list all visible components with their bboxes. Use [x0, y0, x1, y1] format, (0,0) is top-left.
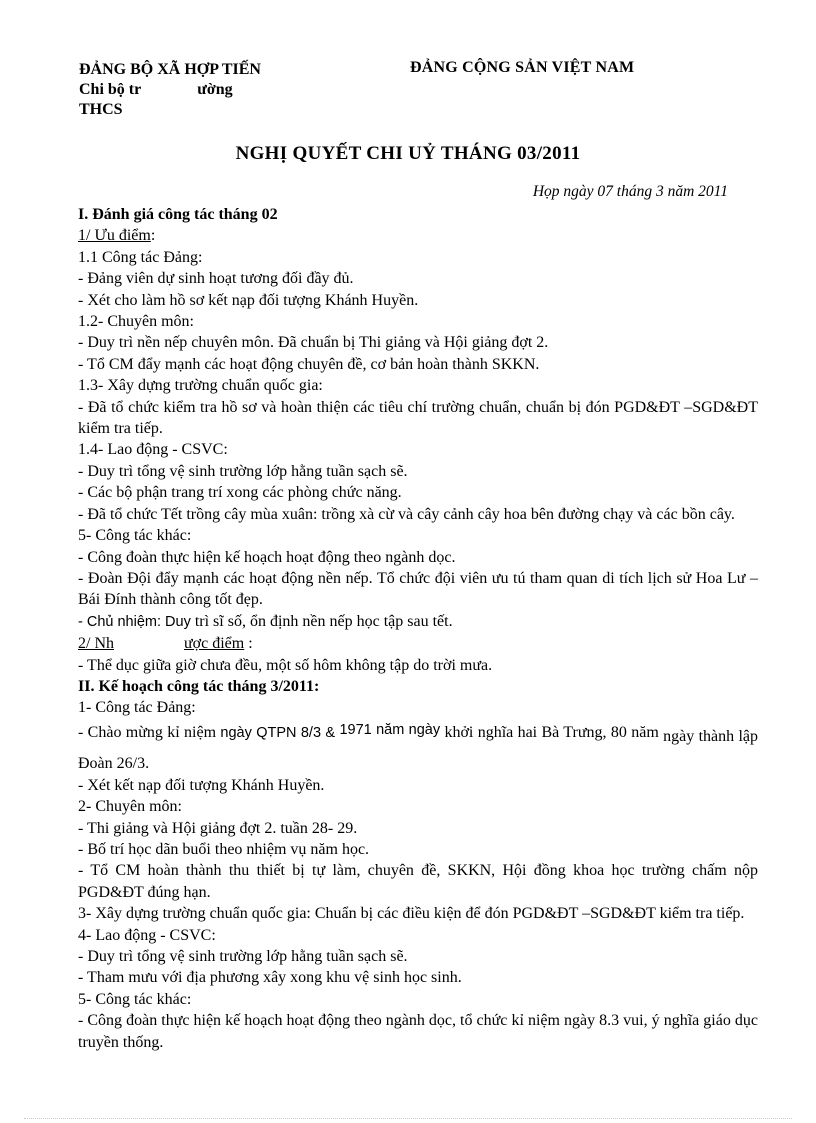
bullet-line: - Duy trì tổng vệ sinh trường lớp hằng tuần sạch sẽ. [78, 462, 408, 480]
bullet-line: - Bố trí học dãn buổi theo nhiệm vụ năm học. [78, 840, 370, 858]
item-heading: 2- Chuyên môn: [78, 798, 182, 816]
bullet-paragraph: - Đã tổ chức kiểm tra hồ sơ và hoàn thiện các tiêu chí trường chuẩn, chuẩn bị đón PGD&ĐT –SGD&ĐT kiểm tra tiếp. [78, 398, 758, 438]
bullet-paragraph: - Tổ CM hoàn thành thu thiết bị tự làm, chuyên đề, SKKN, Hội đồng khoa học trường chấm nộp PGD&ĐT đúng hạn. [78, 862, 758, 901]
party-name: ĐẢNG CỘNG SẢN VIỆT NAM [410, 59, 635, 76]
bullet-line: - Các bộ phận trang trí xong các phòng chức năng. [78, 484, 402, 502]
item-heading: 5- Công tác khác: [78, 990, 192, 1008]
bullet-paragraph: - Đoàn Đội đẩy mạnh các hoạt động nền nếp. Tổ chức đội viên ưu tú tham quan di tích lịch sử Hoa Lư – Bái Đính thành công tốt đẹp. [78, 569, 758, 609]
bullet-line: - Thi giảng và Hội giảng đợt 2. tuần 28- 29. [78, 819, 358, 837]
subsection-heading: 2/ Nh ược điểm : [78, 635, 253, 653]
bullet-line: - Xét kết nạp đối tượng Khánh Huyền. [78, 776, 325, 794]
document-body [78, 204, 758, 1053]
item-heading: 5- Công tác khác: [78, 527, 192, 545]
meeting-date: Họp ngày 07 tháng 3 năm 2011 [532, 183, 728, 200]
bullet-paragraph: - Chào mừng kỉ niệm ngày QTPN 8/3 & 1971 năm ngày khởi nghĩa hai Bà Trưng, 80 năm ngày thành lập Đoàn 26/3. [78, 721, 759, 772]
bullet-line: - Công đoàn thực hiện kế hoạch hoạt động theo ngành dọc. [78, 548, 456, 566]
bullet-paragraph: - Công đoàn thực hiện kế hoạch hoạt động theo ngành dọc, tổ chức kỉ niệm ngày 8.3 vui, ý nghĩa giáo dục truyền thống. [78, 1012, 758, 1051]
bullet-line: - Tổ CM đẩy mạnh các hoạt động chuyên đề, cơ bản hoàn thành SKKN. [78, 355, 540, 373]
item-paragraph: 3- Xây dựng trường chuẩn quốc gia: Chuẩn bị các điều kiện để đón PGD&ĐT –SGD&ĐT kiểm tra tiếp. [78, 905, 745, 923]
item-heading: 1.4- Lao động - CSVC: [78, 441, 228, 459]
party-committee-name: ĐẢNG BỘ XÃ HỢP TIẾN [79, 61, 261, 78]
bullet-line: - Đảng viên dự sinh hoạt tương đối đầy đủ. [78, 270, 354, 288]
bullet-line: - Xét cho làm hồ sơ kết nạp đối tượng Khánh Huyền. [78, 291, 419, 309]
bullet-line: - Duy trì tổng vệ sinh trường lớp hằng tuần sạch sẽ. [78, 948, 408, 965]
organization-header [79, 60, 309, 120]
bullet-paragraph: - Đã tổ chức Tết trồng cây mùa xuân: trồng xà cừ và cây cảnh cây hoa bên đường chạy và các bồn cây. [78, 505, 735, 523]
section-heading: I. Đánh giá công tác tháng 02 [78, 206, 278, 223]
school-type: THCS [79, 101, 123, 118]
section-heading: II. Kế hoạch công tác tháng 3/2011: [78, 677, 320, 695]
page-bottom-divider [24, 1118, 792, 1119]
item-heading: 1.3- Xây dựng trường chuẩn quốc gia: [78, 377, 323, 395]
bullet-line: - Tham mưu với địa phương xây xong khu vệ sinh học sinh. [78, 969, 462, 987]
item-heading: 4- Lao động - CSVC: [78, 926, 216, 944]
bullet-line: - Chủ nhiệm: Duy trì sĩ số, ổn định nền nếp học tập sau tết. [78, 612, 453, 630]
subsection-heading: 1/ Ưu điểm: [78, 227, 156, 245]
bullet-line: - Duy trì nền nếp chuyên môn. Đã chuẩn bị Thi giảng và Hội giảng đợt 2. [78, 334, 549, 352]
party-cell-name: Chi bộ tr ường [79, 81, 233, 98]
bullet-line: - Thể dục giữa giờ chưa đều, một số hôm không tập do trời mưa. [78, 656, 493, 674]
item-heading: 1.2- Chuyên môn: [78, 313, 194, 331]
document-title: NGHỊ QUYẾT CHI UỶ THÁNG 03/2011 [235, 143, 581, 164]
item-heading: 1- Công tác Đảng: [78, 699, 196, 717]
item-heading: 1.1 Công tác Đảng: [78, 248, 203, 266]
